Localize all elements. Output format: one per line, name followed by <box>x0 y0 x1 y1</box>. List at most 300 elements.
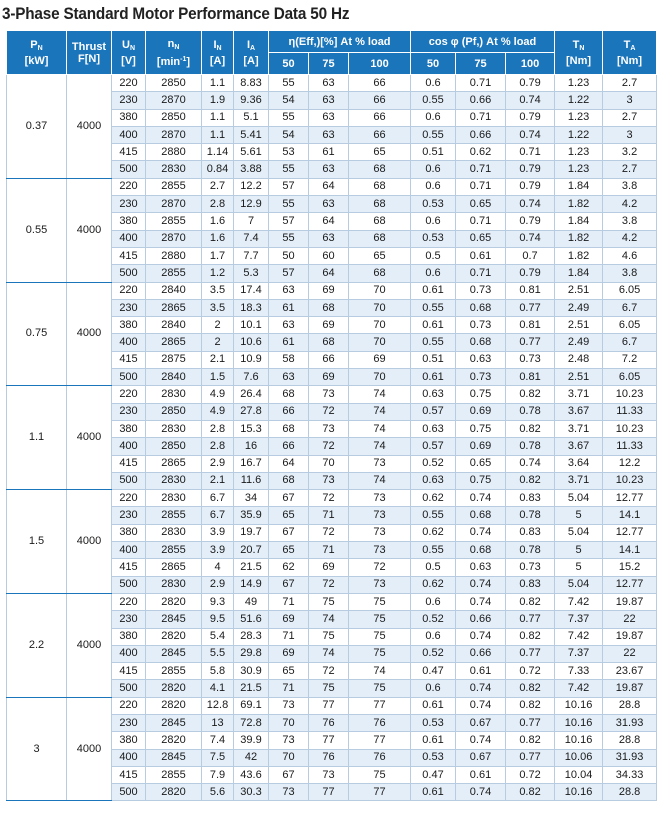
header-pf-load-75: 75 <box>456 53 506 75</box>
table-cell: 7.4 <box>234 230 269 247</box>
table-cell: 57 <box>269 213 309 230</box>
table-cell: 7.6 <box>234 369 269 386</box>
table-cell: 55 <box>269 75 309 92</box>
table-cell: 0.71 <box>456 161 506 178</box>
table-cell: 35.9 <box>234 507 269 524</box>
table-cell: 0.74 <box>506 92 555 109</box>
table-cell: 13 <box>202 714 234 731</box>
header-efficiency: η(Eff,)[%] At % load <box>269 31 411 53</box>
table-cell: 2880 <box>146 144 202 161</box>
thrust-cell: 4000 <box>67 697 112 801</box>
table-cell: 1.23 <box>555 109 603 126</box>
table-cell: 0.74 <box>456 680 506 697</box>
table-cell: 73 <box>309 420 349 437</box>
table-cell: 415 <box>112 559 146 576</box>
table-cell: 2870 <box>146 196 202 213</box>
table-cell: 2.49 <box>555 299 603 316</box>
power-rating-cell: 3 <box>7 697 67 801</box>
table-cell: 75 <box>349 645 411 662</box>
table-cell: 66 <box>269 403 309 420</box>
table-cell: 70 <box>269 714 309 731</box>
table-cell: 0.63 <box>456 351 506 368</box>
table-cell: 0.57 <box>411 438 456 455</box>
table-cell: 4.6 <box>603 247 657 264</box>
table-cell: 12.77 <box>603 576 657 593</box>
table-cell: 415 <box>112 455 146 472</box>
table-cell: 0.63 <box>411 472 456 489</box>
table-cell: 1.7 <box>202 247 234 264</box>
table-cell: 72.8 <box>234 714 269 731</box>
table-row <box>7 593 657 610</box>
table-cell: 2845 <box>146 749 202 766</box>
table-cell: 0.71 <box>456 178 506 195</box>
table-cell: 74 <box>349 386 411 403</box>
table-cell: 0.68 <box>456 507 506 524</box>
power-rating-cell: 2.2 <box>7 593 67 697</box>
table-cell: 2850 <box>146 75 202 92</box>
table-cell: 64 <box>309 178 349 195</box>
table-cell: 0.78 <box>506 542 555 559</box>
table-cell: 0.65 <box>456 196 506 213</box>
table-cell: 76 <box>349 714 411 731</box>
table-cell: 0.6 <box>411 161 456 178</box>
header-pf-load-50: 50 <box>411 53 456 75</box>
table-cell: 1.82 <box>555 247 603 264</box>
table-cell: 0.82 <box>506 732 555 749</box>
table-cell: 0.74 <box>506 126 555 143</box>
table-cell: 415 <box>112 766 146 783</box>
table-cell: 63 <box>269 317 309 334</box>
table-cell: 10.16 <box>555 784 603 801</box>
table-cell: 77 <box>309 697 349 714</box>
table-cell: 0.74 <box>456 576 506 593</box>
table-cell: 0.61 <box>411 282 456 299</box>
table-cell: 72 <box>349 559 411 576</box>
table-cell: 2850 <box>146 109 202 126</box>
table-cell: 0.81 <box>506 282 555 299</box>
table-cell: 12.77 <box>603 524 657 541</box>
table-cell: 77 <box>349 697 411 714</box>
table-cell: 6.05 <box>603 369 657 386</box>
table-cell: 380 <box>112 109 146 126</box>
table-cell: 3.9 <box>202 524 234 541</box>
table-cell: 4.9 <box>202 403 234 420</box>
table-cell: 500 <box>112 161 146 178</box>
table-cell: 380 <box>112 420 146 437</box>
table-cell: 2.9 <box>202 576 234 593</box>
table-cell: 0.71 <box>456 109 506 126</box>
table-cell: 2855 <box>146 766 202 783</box>
table-cell: 0.81 <box>506 369 555 386</box>
table-cell: 0.74 <box>456 593 506 610</box>
table-cell: 0.74 <box>456 697 506 714</box>
table-cell: 70 <box>349 334 411 351</box>
table-cell: 2845 <box>146 645 202 662</box>
table-cell: 0.82 <box>506 472 555 489</box>
table-cell: 63 <box>309 196 349 213</box>
table-cell: 3.8 <box>603 265 657 282</box>
table-cell: 0.74 <box>456 524 506 541</box>
table-cell: 6.7 <box>603 299 657 316</box>
table-cell: 0.71 <box>456 213 506 230</box>
table-cell: 0.61 <box>411 697 456 714</box>
table-cell: 75 <box>349 766 411 783</box>
table-cell: 50 <box>269 247 309 264</box>
table-cell: 0.73 <box>456 369 506 386</box>
power-rating-cell: 1.5 <box>7 490 67 594</box>
table-cell: 2850 <box>146 403 202 420</box>
table-cell: 69 <box>309 317 349 334</box>
table-cell: 73 <box>309 472 349 489</box>
table-cell: 0.62 <box>411 524 456 541</box>
table-cell: 5.6 <box>202 784 234 801</box>
table-cell: 1.1 <box>202 109 234 126</box>
table-cell: 0.53 <box>411 230 456 247</box>
table-cell: 7.42 <box>555 628 603 645</box>
table-cell: 55 <box>269 161 309 178</box>
table-cell: 72 <box>309 403 349 420</box>
table-cell: 2830 <box>146 524 202 541</box>
table-cell: 67 <box>269 576 309 593</box>
table-cell: 63 <box>309 126 349 143</box>
table-cell: 2865 <box>146 299 202 316</box>
header-ia: $I_A$ [A] <box>234 31 269 75</box>
table-cell: 0.52 <box>411 455 456 472</box>
table-cell: 5.3 <box>234 265 269 282</box>
table-cell: 3 <box>603 126 657 143</box>
header-un: $U_N$ [V] <box>112 31 146 75</box>
table-cell: 0.66 <box>456 611 506 628</box>
table-cell: 0.6 <box>411 75 456 92</box>
table-cell: 0.62 <box>456 144 506 161</box>
table-cell: 0.74 <box>456 490 506 507</box>
table-cell: 5.5 <box>202 645 234 662</box>
table-row <box>7 282 657 299</box>
table-cell: 10.23 <box>603 386 657 403</box>
table-cell: 380 <box>112 628 146 645</box>
table-cell: 12.2 <box>603 455 657 472</box>
table-cell: 16 <box>234 438 269 455</box>
table-cell: 220 <box>112 178 146 195</box>
table-cell: 0.55 <box>411 542 456 559</box>
table-cell: 230 <box>112 196 146 213</box>
table-cell: 1.5 <box>202 369 234 386</box>
table-cell: 70 <box>309 455 349 472</box>
table-cell: 0.79 <box>506 213 555 230</box>
table-cell: 220 <box>112 386 146 403</box>
table-cell: 69.1 <box>234 697 269 714</box>
table-cell: 0.62 <box>411 490 456 507</box>
header-eff-load-50: 50 <box>269 53 309 75</box>
table-cell: 2.7 <box>603 75 657 92</box>
table-cell: 69 <box>309 559 349 576</box>
table-cell: 55 <box>269 109 309 126</box>
table-cell: 21.5 <box>234 559 269 576</box>
table-cell: 66 <box>349 126 411 143</box>
table-cell: 380 <box>112 732 146 749</box>
table-cell: 61 <box>309 144 349 161</box>
table-cell: 7.33 <box>555 663 603 680</box>
table-cell: 230 <box>112 92 146 109</box>
table-cell: 0.79 <box>506 109 555 126</box>
table-cell: 74 <box>349 403 411 420</box>
power-rating-cell: 0.37 <box>7 75 67 179</box>
table-cell: 19.7 <box>234 524 269 541</box>
table-cell: 2855 <box>146 663 202 680</box>
table-cell: 380 <box>112 213 146 230</box>
table-cell: 0.63 <box>411 420 456 437</box>
table-cell: 400 <box>112 126 146 143</box>
table-cell: 2865 <box>146 559 202 576</box>
data-table <box>6 30 657 801</box>
table-cell: 0.74 <box>456 732 506 749</box>
table-cell: 68 <box>269 420 309 437</box>
table-cell: 0.79 <box>506 75 555 92</box>
table-cell: 75 <box>349 680 411 697</box>
table-cell: 0.82 <box>506 784 555 801</box>
table-cell: 58 <box>269 351 309 368</box>
table-cell: 500 <box>112 576 146 593</box>
table-cell: 14.1 <box>603 542 657 559</box>
table-cell: 10.16 <box>555 714 603 731</box>
table-body <box>7 75 657 801</box>
table-cell: 0.53 <box>411 196 456 213</box>
table-cell: 0.78 <box>506 507 555 524</box>
table-cell: 61 <box>269 299 309 316</box>
table-cell: 11.6 <box>234 472 269 489</box>
table-cell: 57 <box>269 178 309 195</box>
table-cell: 76 <box>309 714 349 731</box>
table-cell: 1.14 <box>202 144 234 161</box>
table-cell: 2830 <box>146 161 202 178</box>
table-cell: 0.51 <box>411 144 456 161</box>
table-cell: 0.68 <box>456 334 506 351</box>
table-cell: 72 <box>309 524 349 541</box>
table-cell: 0.61 <box>411 732 456 749</box>
table-cell: 230 <box>112 611 146 628</box>
table-cell: 74 <box>349 663 411 680</box>
table-cell: 15.3 <box>234 420 269 437</box>
table-cell: 415 <box>112 247 146 264</box>
table-cell: 3.67 <box>555 438 603 455</box>
table-cell: 2.8 <box>202 420 234 437</box>
table-cell: 0.6 <box>411 213 456 230</box>
table-cell: 17.4 <box>234 282 269 299</box>
thrust-cell: 4000 <box>67 386 112 490</box>
table-cell: 0.74 <box>506 230 555 247</box>
table-cell: 0.82 <box>506 420 555 437</box>
table-cell: 0.83 <box>506 490 555 507</box>
table-cell: 14.9 <box>234 576 269 593</box>
table-cell: 23.67 <box>603 663 657 680</box>
table-cell: 1.84 <box>555 265 603 282</box>
table-cell: 1.84 <box>555 178 603 195</box>
table-cell: 39.9 <box>234 732 269 749</box>
table-cell: 27.8 <box>234 403 269 420</box>
table-cell: 7.42 <box>555 593 603 610</box>
table-cell: 2875 <box>146 351 202 368</box>
header-tn: $T_N$ [Nm] <box>555 31 603 75</box>
table-cell: 73 <box>349 455 411 472</box>
table-cell: 2820 <box>146 732 202 749</box>
table-cell: 0.66 <box>456 645 506 662</box>
table-cell: 2 <box>202 317 234 334</box>
table-cell: 0.81 <box>506 317 555 334</box>
table-cell: 0.82 <box>506 386 555 403</box>
table-cell: 2855 <box>146 178 202 195</box>
table-cell: 230 <box>112 507 146 524</box>
table-cell: 14.1 <box>603 507 657 524</box>
table-cell: 0.57 <box>411 403 456 420</box>
table-cell: 3.2 <box>603 144 657 161</box>
table-cell: 2.51 <box>555 369 603 386</box>
table-cell: 10.16 <box>555 732 603 749</box>
table-cell: 500 <box>112 680 146 697</box>
table-cell: 0.55 <box>411 507 456 524</box>
table-cell: 2855 <box>146 213 202 230</box>
table-cell: 10.9 <box>234 351 269 368</box>
table-cell: 0.75 <box>456 386 506 403</box>
table-cell: 31.93 <box>603 749 657 766</box>
table-cell: 0.61 <box>411 784 456 801</box>
table-cell: 70 <box>349 317 411 334</box>
table-cell: 65 <box>269 542 309 559</box>
table-row <box>7 178 657 195</box>
table-cell: 22 <box>603 645 657 662</box>
table-cell: 34 <box>234 490 269 507</box>
table-cell: 400 <box>112 230 146 247</box>
table-cell: 1.22 <box>555 126 603 143</box>
table-cell: 11.33 <box>603 438 657 455</box>
table-cell: 22 <box>603 611 657 628</box>
table-cell: 0.65 <box>456 230 506 247</box>
table-cell: 1.1 <box>202 126 234 143</box>
table-cell: 5.04 <box>555 576 603 593</box>
table-cell: 8.83 <box>234 75 269 92</box>
table-cell: 68 <box>349 213 411 230</box>
table-cell: 63 <box>309 75 349 92</box>
table-cell: 0.66 <box>456 92 506 109</box>
table-cell: 1.82 <box>555 196 603 213</box>
table-cell: 64 <box>269 455 309 472</box>
table-cell: 1.22 <box>555 92 603 109</box>
table-cell: 3.67 <box>555 403 603 420</box>
table-cell: 19.87 <box>603 593 657 610</box>
table-cell: 3.71 <box>555 420 603 437</box>
table-cell: 1.6 <box>202 213 234 230</box>
table-cell: 4.2 <box>603 196 657 213</box>
table-cell: 0.74 <box>456 628 506 645</box>
table-cell: 68 <box>269 472 309 489</box>
table-cell: 0.84 <box>202 161 234 178</box>
table-cell: 74 <box>349 438 411 455</box>
table-cell: 2845 <box>146 714 202 731</box>
thrust-cell: 4000 <box>67 75 112 179</box>
table-cell: 63 <box>309 109 349 126</box>
table-cell: 0.53 <box>411 749 456 766</box>
table-cell: 0.6 <box>411 593 456 610</box>
table-cell: 4.1 <box>202 680 234 697</box>
table-cell: 4.9 <box>202 386 234 403</box>
table-cell: 0.47 <box>411 766 456 783</box>
table-cell: 11.33 <box>603 403 657 420</box>
table-cell: 75 <box>309 680 349 697</box>
table-cell: 220 <box>112 75 146 92</box>
table-cell: 1.1 <box>202 75 234 92</box>
table-cell: 0.52 <box>411 645 456 662</box>
table-cell: 7.42 <box>555 680 603 697</box>
table-cell: 6.7 <box>202 490 234 507</box>
table-cell: 0.55 <box>411 126 456 143</box>
page-title: 3-Phase Standard Motor Performance Data 50 Hz <box>2 4 350 23</box>
table-cell: 6.7 <box>202 507 234 524</box>
table-cell: 2.49 <box>555 334 603 351</box>
header-eff-load-100: 100 <box>349 53 411 75</box>
table-cell: 2 <box>202 334 234 351</box>
table-cell: 30.9 <box>234 663 269 680</box>
table-cell: 70 <box>349 299 411 316</box>
table-cell: 0.74 <box>456 784 506 801</box>
table-cell: 5.04 <box>555 490 603 507</box>
table-cell: 34.33 <box>603 766 657 783</box>
table-cell: 64 <box>309 265 349 282</box>
table-cell: 73 <box>349 490 411 507</box>
table-cell: 0.55 <box>411 92 456 109</box>
table-cell: 2.1 <box>202 472 234 489</box>
table-cell: 2880 <box>146 247 202 264</box>
table-cell: 7.7 <box>234 247 269 264</box>
table-cell: 19.87 <box>603 680 657 697</box>
table-cell: 10.6 <box>234 334 269 351</box>
table-cell: 71 <box>309 507 349 524</box>
table-cell: 16.7 <box>234 455 269 472</box>
table-cell: 75 <box>349 593 411 610</box>
table-cell: 12.77 <box>603 490 657 507</box>
table-cell: 0.63 <box>456 559 506 576</box>
table-cell: 12.8 <box>202 697 234 714</box>
table-cell: 67 <box>269 490 309 507</box>
table-cell: 77 <box>349 732 411 749</box>
table-cell: 7.2 <box>603 351 657 368</box>
table-cell: 0.5 <box>411 247 456 264</box>
table-cell: 0.77 <box>506 749 555 766</box>
table-cell: 3.71 <box>555 386 603 403</box>
table-cell: 28.8 <box>603 784 657 801</box>
table-cell: 6.05 <box>603 282 657 299</box>
table-cell: 0.69 <box>456 403 506 420</box>
table-cell: 68 <box>309 334 349 351</box>
table-cell: 70 <box>349 369 411 386</box>
table-cell: 0.77 <box>506 645 555 662</box>
table-cell: 0.65 <box>456 455 506 472</box>
table-cell: 400 <box>112 645 146 662</box>
table-cell: 75 <box>349 628 411 645</box>
table-cell: 63 <box>309 230 349 247</box>
table-cell: 72 <box>309 438 349 455</box>
table-cell: 2840 <box>146 317 202 334</box>
table-cell: 31.93 <box>603 714 657 731</box>
table-cell: 220 <box>112 490 146 507</box>
table-cell: 0.79 <box>506 265 555 282</box>
table-cell: 0.67 <box>456 749 506 766</box>
table-cell: 400 <box>112 438 146 455</box>
table-cell: 500 <box>112 784 146 801</box>
table-cell: 0.61 <box>411 317 456 334</box>
table-cell: 500 <box>112 369 146 386</box>
table-cell: 0.47 <box>411 663 456 680</box>
table-cell: 2870 <box>146 92 202 109</box>
table-cell: 74 <box>349 472 411 489</box>
